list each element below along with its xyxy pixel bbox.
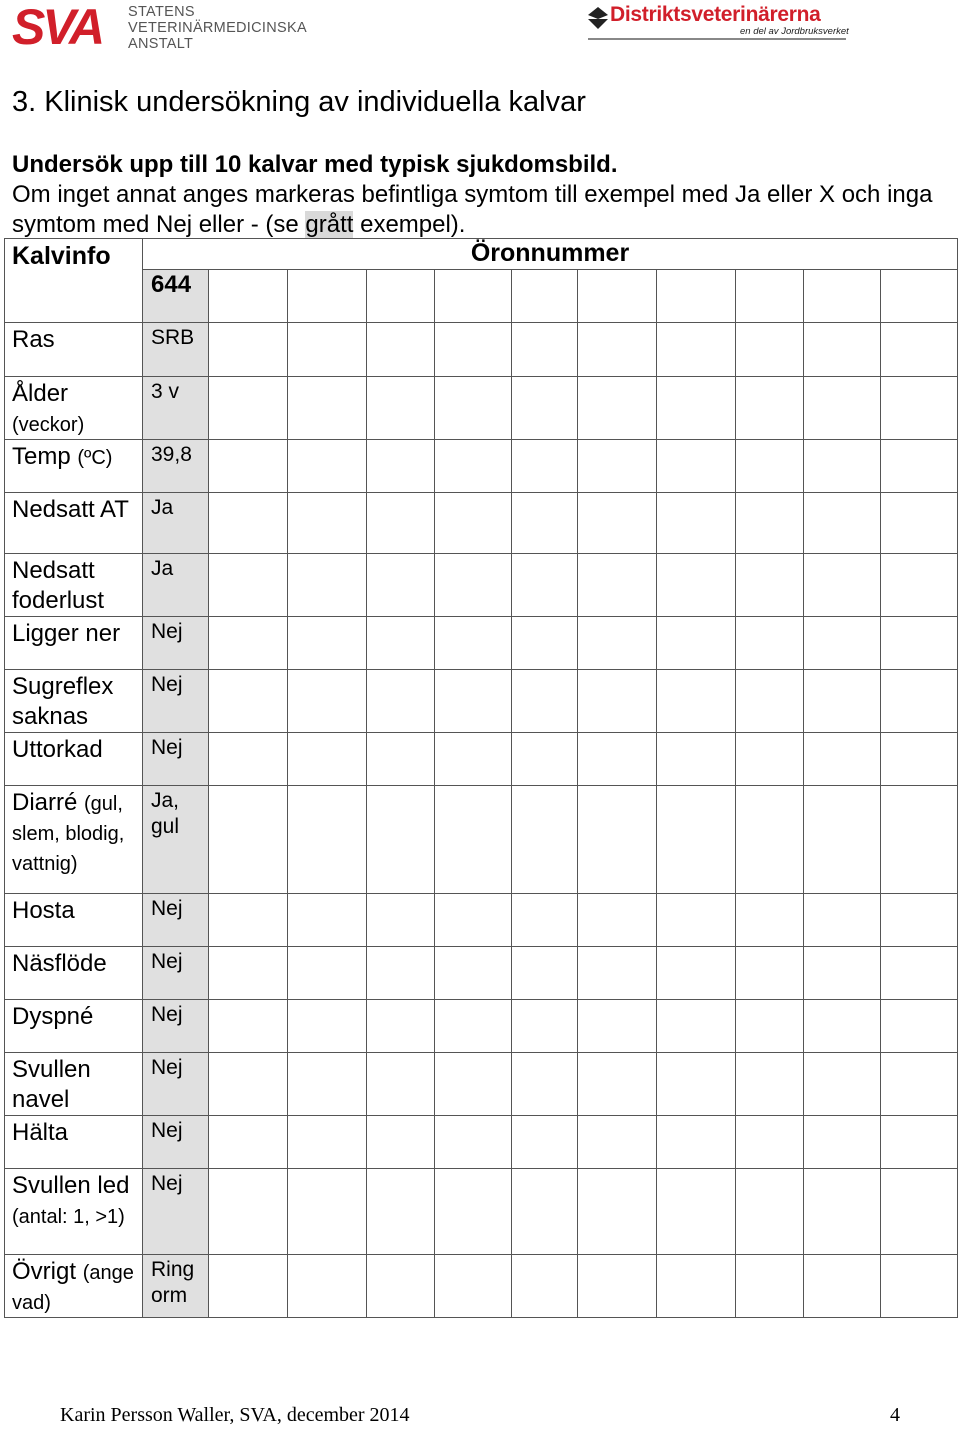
intro-text-before: Om inget annat anges markeras befintliga symtom till exempel med Ja eller X och inga symtom med Nej eller - (se <box>12 181 933 238</box>
calf-exam-table <box>4 238 958 1318</box>
row-label <box>5 1169 143 1255</box>
entry-cell[interactable] <box>804 1116 881 1169</box>
entry-cell[interactable] <box>512 1000 578 1053</box>
row-label <box>5 617 143 670</box>
entry-cell[interactable] <box>435 377 512 440</box>
entry-cell[interactable] <box>804 554 881 617</box>
example-value: Ring orm <box>143 1255 209 1318</box>
entry-cell[interactable] <box>804 377 881 440</box>
entry-cell[interactable] <box>881 894 958 947</box>
row-label <box>5 554 143 617</box>
ear-number-cell[interactable] <box>435 270 512 323</box>
table-row <box>5 323 958 377</box>
row-label-text: Svullen navel <box>12 1056 91 1113</box>
table-row <box>5 1053 958 1116</box>
example-value: Ja <box>143 493 209 554</box>
example-value: 3 v <box>143 377 209 440</box>
entry-cell[interactable] <box>736 1000 804 1053</box>
entry-cell[interactable] <box>578 377 657 440</box>
example-value: Nej <box>143 1169 209 1255</box>
table-row <box>5 1255 958 1318</box>
table-row <box>5 947 958 1000</box>
entry-cell[interactable] <box>657 1116 736 1169</box>
entry-cell[interactable] <box>288 323 367 377</box>
entry-cell[interactable] <box>435 323 512 377</box>
entry-cell[interactable] <box>736 670 804 733</box>
entry-cell[interactable] <box>512 733 578 786</box>
entry-cell[interactable] <box>736 786 804 894</box>
entry-cell[interactable] <box>804 617 881 670</box>
entry-cell[interactable] <box>578 1255 657 1318</box>
entry-cell[interactable] <box>657 1053 736 1116</box>
entry-cell[interactable] <box>881 554 958 617</box>
entry-cell[interactable] <box>657 670 736 733</box>
entry-cell[interactable] <box>288 493 367 554</box>
entry-cell[interactable] <box>578 894 657 947</box>
ear-number-cell[interactable] <box>657 270 736 323</box>
ear-number-cell[interactable] <box>804 270 881 323</box>
ear-number-cell[interactable] <box>736 270 804 323</box>
row-label-text: Ligger ner <box>12 620 121 647</box>
row-label-text: Näsflöde <box>12 950 107 977</box>
row-label <box>5 894 143 947</box>
row-label-text: Hälta <box>12 1119 69 1146</box>
entry-cell[interactable] <box>804 1000 881 1053</box>
entry-cell[interactable] <box>512 1116 578 1169</box>
entry-cell[interactable] <box>367 323 435 377</box>
entry-cell[interactable] <box>512 1053 578 1116</box>
intro-text-after: exempel). <box>353 211 466 238</box>
entry-cell[interactable] <box>435 617 512 670</box>
entry-cell[interactable] <box>288 786 367 894</box>
entry-cell[interactable] <box>578 733 657 786</box>
ear-number-cell[interactable] <box>578 270 657 323</box>
sva-logo <box>12 2 124 50</box>
entry-cell[interactable] <box>367 786 435 894</box>
footer-author: Karin Persson Waller, SVA, december 2014 <box>60 1404 410 1426</box>
entry-cell[interactable] <box>435 733 512 786</box>
table-row <box>5 786 958 894</box>
entry-cell[interactable] <box>288 377 367 440</box>
entry-cell[interactable] <box>881 1116 958 1169</box>
ear-number-cell[interactable] <box>209 270 288 323</box>
entry-cell[interactable] <box>512 894 578 947</box>
row-label <box>5 1116 143 1169</box>
entry-cell[interactable] <box>881 1255 958 1318</box>
ear-number-header: Öronnummer <box>143 239 958 270</box>
entry-cell[interactable] <box>367 1255 435 1318</box>
page-header <box>0 0 960 60</box>
intro-bold-line: Undersök upp till 10 kalvar med typisk sjukdomsbild. <box>12 151 618 178</box>
entry-cell[interactable] <box>209 377 288 440</box>
entry-cell[interactable] <box>881 323 958 377</box>
entry-cell[interactable] <box>512 493 578 554</box>
table-row <box>5 894 958 947</box>
entry-cell[interactable] <box>288 947 367 1000</box>
table-row <box>5 1000 958 1053</box>
entry-cell[interactable] <box>657 440 736 493</box>
ear-number-row <box>5 270 958 323</box>
entry-cell[interactable] <box>736 733 804 786</box>
entry-cell[interactable] <box>288 1169 367 1255</box>
entry-cell[interactable] <box>736 1169 804 1255</box>
entry-cell[interactable] <box>657 377 736 440</box>
row-label <box>5 493 143 554</box>
entry-cell[interactable] <box>804 1169 881 1255</box>
entry-cell[interactable] <box>736 617 804 670</box>
table-row <box>5 1169 958 1255</box>
entry-cell[interactable] <box>736 440 804 493</box>
entry-cell[interactable] <box>804 323 881 377</box>
entry-cell[interactable] <box>288 1116 367 1169</box>
ear-number-cell[interactable] <box>288 270 367 323</box>
intro-highlight: grått <box>305 211 354 238</box>
distriktsveterinarerna-logo <box>588 5 850 39</box>
entry-cell[interactable] <box>209 894 288 947</box>
entry-cell[interactable] <box>804 1053 881 1116</box>
entry-cell[interactable] <box>881 617 958 670</box>
entry-cell[interactable] <box>578 1169 657 1255</box>
entry-cell[interactable] <box>435 786 512 894</box>
entry-cell[interactable] <box>288 1000 367 1053</box>
row-label <box>5 733 143 786</box>
entry-cell[interactable] <box>367 1053 435 1116</box>
row-label-text: Sugreflex saknas <box>12 673 114 730</box>
entry-cell[interactable] <box>881 1000 958 1053</box>
entry-cell[interactable] <box>367 947 435 1000</box>
example-value: Nej <box>143 1116 209 1169</box>
entry-cell[interactable] <box>578 670 657 733</box>
page-number: 4 <box>890 1404 900 1426</box>
ear-number-cell[interactable] <box>881 270 958 323</box>
entry-cell[interactable] <box>657 894 736 947</box>
entry-cell[interactable] <box>578 493 657 554</box>
entry-cell[interactable] <box>209 1255 288 1318</box>
entry-cell[interactable] <box>512 554 578 617</box>
row-label <box>5 1000 143 1053</box>
entry-cell[interactable] <box>657 1255 736 1318</box>
sva-logo-text: SVA <box>12 2 103 50</box>
entry-cell[interactable] <box>209 1116 288 1169</box>
entry-cell[interactable] <box>367 733 435 786</box>
example-value: Nej <box>143 947 209 1000</box>
entry-cell[interactable] <box>209 733 288 786</box>
dv-underline <box>588 38 846 40</box>
entry-cell[interactable] <box>209 670 288 733</box>
entry-cell[interactable] <box>512 947 578 1000</box>
entry-cell[interactable] <box>512 1255 578 1318</box>
entry-cell[interactable] <box>804 894 881 947</box>
entry-cell[interactable] <box>578 440 657 493</box>
entry-cell[interactable] <box>435 493 512 554</box>
entry-cell[interactable] <box>736 377 804 440</box>
ear-number-example: 644 <box>143 270 209 323</box>
entry-cell[interactable] <box>657 323 736 377</box>
row-label-sub: (ange vad) <box>12 1262 134 1314</box>
diamond-icon <box>588 7 608 29</box>
entry-cell[interactable] <box>578 617 657 670</box>
entry-cell[interactable] <box>657 617 736 670</box>
entry-cell[interactable] <box>209 1053 288 1116</box>
entry-cell[interactable] <box>881 493 958 554</box>
entry-cell[interactable] <box>367 1116 435 1169</box>
entry-cell[interactable] <box>736 554 804 617</box>
entry-cell[interactable] <box>435 440 512 493</box>
entry-cell[interactable] <box>657 786 736 894</box>
entry-cell[interactable] <box>881 377 958 440</box>
entry-cell[interactable] <box>578 323 657 377</box>
entry-cell[interactable] <box>367 554 435 617</box>
intro-text <box>12 150 952 240</box>
entry-cell[interactable] <box>578 1116 657 1169</box>
row-label <box>5 786 143 894</box>
entry-cell[interactable] <box>578 1053 657 1116</box>
entry-cell[interactable] <box>804 947 881 1000</box>
entry-cell[interactable] <box>288 1255 367 1318</box>
entry-cell[interactable] <box>881 733 958 786</box>
entry-cell[interactable] <box>209 786 288 894</box>
table-row <box>5 377 958 440</box>
entry-cell[interactable] <box>367 894 435 947</box>
dv-subtitle: en del av Jordbruksverket <box>740 26 849 37</box>
entry-cell[interactable] <box>657 947 736 1000</box>
row-label-text: Svullen led <box>12 1172 130 1199</box>
entry-cell[interactable] <box>736 323 804 377</box>
example-value: Nej <box>143 894 209 947</box>
entry-cell[interactable] <box>881 440 958 493</box>
entry-cell[interactable] <box>435 1169 512 1255</box>
entry-cell[interactable] <box>209 493 288 554</box>
entry-cell[interactable] <box>578 554 657 617</box>
entry-cell[interactable] <box>804 733 881 786</box>
example-value: SRB <box>143 323 209 377</box>
row-label-text: Dyspné <box>12 1003 94 1030</box>
sva-name <box>128 4 307 52</box>
entry-cell[interactable] <box>512 440 578 493</box>
entry-cell[interactable] <box>435 1255 512 1318</box>
row-label-text: Nedsatt AT <box>12 496 129 523</box>
entry-cell[interactable] <box>209 947 288 1000</box>
entry-cell[interactable] <box>881 1169 958 1255</box>
entry-cell[interactable] <box>367 670 435 733</box>
row-label-text: Ras <box>12 326 55 353</box>
table-row <box>5 493 958 554</box>
example-value: Nej <box>143 1053 209 1116</box>
entry-cell[interactable] <box>657 493 736 554</box>
entry-cell[interactable] <box>435 1000 512 1053</box>
ear-number-cell[interactable] <box>367 270 435 323</box>
entry-cell[interactable] <box>209 1169 288 1255</box>
dv-name: Distriktsveterinärerna <box>610 3 821 26</box>
example-value: Ja <box>143 554 209 617</box>
kalvinfo-label: Kalvinfo <box>5 239 143 323</box>
table-row <box>5 440 958 493</box>
row-label-text: Diarré <box>12 789 78 816</box>
entry-cell[interactable] <box>881 786 958 894</box>
example-value: Ja, gul <box>143 786 209 894</box>
entry-cell[interactable] <box>736 493 804 554</box>
row-label <box>5 1053 143 1116</box>
entry-cell[interactable] <box>804 1255 881 1318</box>
entry-cell[interactable] <box>736 1053 804 1116</box>
entry-cell[interactable] <box>435 670 512 733</box>
row-label-text: Nedsatt foderlust <box>12 557 105 614</box>
entry-cell[interactable] <box>736 894 804 947</box>
entry-cell[interactable] <box>435 1116 512 1169</box>
entry-cell[interactable] <box>288 554 367 617</box>
entry-cell[interactable] <box>435 894 512 947</box>
entry-cell[interactable] <box>435 554 512 617</box>
sva-name-line: VETERINÄRMEDICINSKA <box>128 20 307 36</box>
entry-cell[interactable] <box>288 670 367 733</box>
row-label-sub: (veckor) <box>12 414 85 436</box>
entry-cell[interactable] <box>804 670 881 733</box>
entry-cell[interactable] <box>578 786 657 894</box>
entry-cell[interactable] <box>288 894 367 947</box>
page-footer <box>60 1404 900 1427</box>
entry-cell[interactable] <box>288 617 367 670</box>
entry-cell[interactable] <box>288 1053 367 1116</box>
table-row <box>5 554 958 617</box>
entry-cell[interactable] <box>736 1255 804 1318</box>
entry-cell[interactable] <box>804 440 881 493</box>
example-value: Nej <box>143 617 209 670</box>
entry-cell[interactable] <box>435 947 512 1000</box>
entry-cell[interactable] <box>367 493 435 554</box>
entry-cell[interactable] <box>881 670 958 733</box>
entry-cell[interactable] <box>512 786 578 894</box>
entry-cell[interactable] <box>209 323 288 377</box>
entry-cell[interactable] <box>367 440 435 493</box>
entry-cell[interactable] <box>512 377 578 440</box>
entry-cell[interactable] <box>657 1169 736 1255</box>
entry-cell[interactable] <box>881 1053 958 1116</box>
row-label-sub: (ºC) <box>77 447 113 469</box>
row-label <box>5 947 143 1000</box>
row-label <box>5 1255 143 1318</box>
entry-cell[interactable] <box>288 733 367 786</box>
sva-name-line: ANSTALT <box>128 36 194 52</box>
row-label <box>5 323 143 377</box>
table-header-row <box>5 239 958 270</box>
entry-cell[interactable] <box>512 323 578 377</box>
entry-cell[interactable] <box>209 554 288 617</box>
entry-cell[interactable] <box>367 1000 435 1053</box>
example-value: Nej <box>143 1000 209 1053</box>
row-label <box>5 377 143 440</box>
example-value: Nej <box>143 733 209 786</box>
row-label <box>5 670 143 733</box>
entry-cell[interactable] <box>578 947 657 1000</box>
entry-cell[interactable] <box>657 733 736 786</box>
row-label-text: Hosta <box>12 897 75 924</box>
entry-cell[interactable] <box>512 670 578 733</box>
row-label-text: Uttorkad <box>12 736 103 763</box>
entry-cell[interactable] <box>578 1000 657 1053</box>
entry-cell[interactable] <box>736 1116 804 1169</box>
entry-cell[interactable] <box>512 617 578 670</box>
entry-cell[interactable] <box>367 377 435 440</box>
row-label-text: Temp <box>12 443 71 470</box>
entry-cell[interactable] <box>512 1169 578 1255</box>
entry-cell[interactable] <box>804 493 881 554</box>
entry-cell[interactable] <box>209 440 288 493</box>
entry-cell[interactable] <box>367 1169 435 1255</box>
table-row <box>5 733 958 786</box>
sva-name-line: STATENS <box>128 4 195 20</box>
entry-cell[interactable] <box>209 1000 288 1053</box>
row-label <box>5 440 143 493</box>
row-label-sub: (gul, slem, blodig, vattnig) <box>12 793 125 875</box>
page-title: 3. Klinisk undersökning av individuella kalvar <box>12 86 586 118</box>
entry-cell[interactable] <box>367 617 435 670</box>
entry-cell[interactable] <box>881 947 958 1000</box>
ear-number-cell[interactable] <box>512 270 578 323</box>
entry-cell[interactable] <box>288 440 367 493</box>
table-row <box>5 1116 958 1169</box>
entry-cell[interactable] <box>657 1000 736 1053</box>
example-value: Nej <box>143 670 209 733</box>
example-value: 39,8 <box>143 440 209 493</box>
entry-cell[interactable] <box>209 617 288 670</box>
row-label-text: Ålder <box>12 380 69 407</box>
entry-cell[interactable] <box>435 1053 512 1116</box>
entry-cell[interactable] <box>736 947 804 1000</box>
entry-cell[interactable] <box>657 554 736 617</box>
entry-cell[interactable] <box>804 786 881 894</box>
row-label-text: Övrigt <box>12 1258 77 1285</box>
table-row <box>5 670 958 733</box>
row-label-sub: (antal: 1, >1) <box>12 1206 125 1228</box>
table-row <box>5 617 958 670</box>
